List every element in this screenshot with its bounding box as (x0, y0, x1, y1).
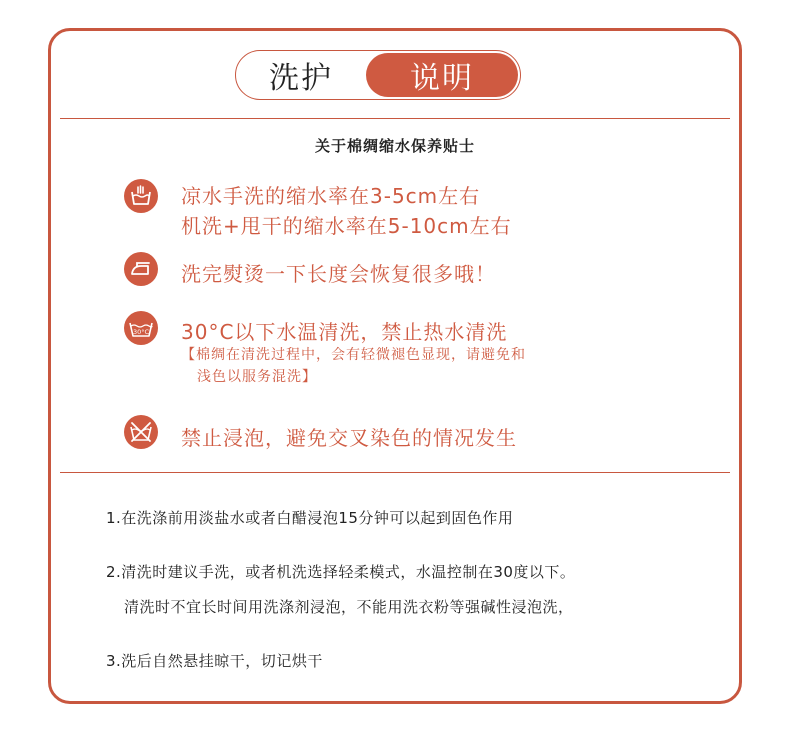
instruction-1: 1.在洗涤前用淡盐水或者白醋浸泡15分钟可以起到固色作用 (106, 509, 514, 527)
tip-hand-wash-line-1: 凉水手洗的缩水率在3-5cm左右 (181, 184, 481, 208)
tip-no-soak-line: 禁止浸泡，避免交叉染色的情况发生 (181, 426, 517, 450)
no-soak-icon (124, 415, 158, 449)
title-left: 洗护 (269, 61, 333, 96)
tip-iron-line: 洗完熨烫一下长度会恢复很多哦！ (181, 262, 496, 286)
instruction-2-continued: 清洗时不宜长时间用洗涤剂浸泡，不能用洗衣粉等强碱性浸泡洗， (124, 598, 574, 616)
hand-wash-icon (124, 179, 158, 213)
top-divider (60, 118, 730, 119)
iron-icon (124, 252, 158, 286)
tip-temp-note-1: 【棉绸在清洗过程中，会有轻微褪色显现，请避免和 (181, 347, 526, 363)
tip-temp-note-2: 浅色以服务混洗】 (197, 369, 317, 385)
instruction-3: 3.洗后自然悬挂晾干，切记烘干 (106, 652, 323, 670)
tip-hand-wash-line-2: 机洗+甩干的缩水率在5-10cm左右 (181, 214, 512, 238)
subtitle: 关于棉绸缩水保养贴士 (314, 137, 475, 155)
instruction-2: 2.清洗时建议手洗，或者机洗选择轻柔模式，水温控制在30度以下。 (106, 563, 576, 581)
title-right: 说明 (366, 53, 518, 97)
title-pill (235, 50, 521, 100)
middle-divider (60, 472, 730, 473)
wash-30-icon (124, 311, 158, 345)
tip-temp-line: 30°C以下水温清洗，禁止热水清洗 (181, 320, 508, 344)
wash-30-badge: 30°C (132, 328, 150, 336)
